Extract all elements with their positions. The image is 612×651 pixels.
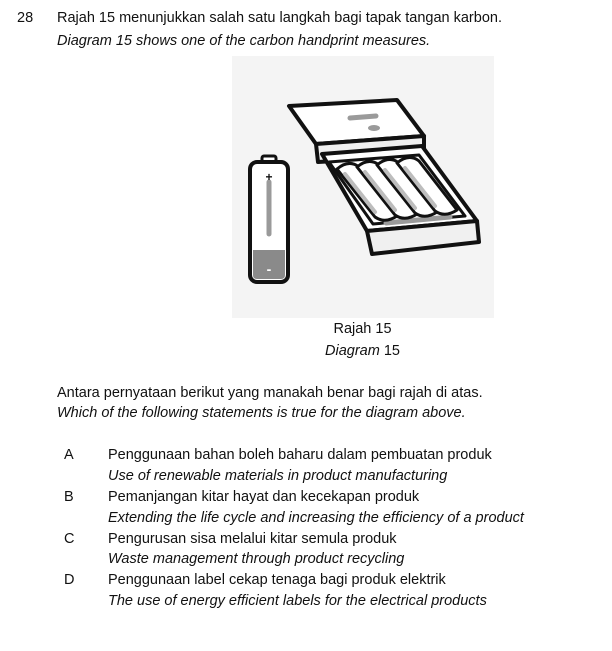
- option-d-malay: Penggunaan label cekap tenaga bagi produk elektrik: [108, 572, 446, 588]
- question-number: 28: [17, 10, 34, 26]
- figure-caption-english-word: Diagram: [325, 343, 380, 359]
- battery-charger-diagram: [232, 56, 494, 318]
- option-b-malay: Pemanjangan kitar hayat dan kecekapan produk: [108, 489, 420, 505]
- battery-plus-label: +: [265, 170, 273, 184]
- option-a-malay: Penggunaan bahan boleh baharu dalam pembuatan produk: [108, 447, 492, 463]
- option-c-english: Waste management through product recycling: [108, 551, 405, 567]
- prompt-english: Which of the following statements is true for the diagram above.: [57, 405, 466, 421]
- question-stem-english: Diagram 15 shows one of the carbon handprint measures.: [57, 33, 431, 49]
- option-c-malay: Pengurusan sisa melalui kitar semula produk: [108, 531, 397, 547]
- battery-minus-label: -: [266, 261, 272, 277]
- figure-caption-malay: Rajah 15: [333, 321, 392, 337]
- option-a-letter[interactable]: A: [64, 447, 74, 463]
- option-d-english: The use of energy efficient labels for the electrical products: [108, 593, 487, 609]
- option-c-letter[interactable]: C: [64, 531, 75, 547]
- prompt-malay: Antara pernyataan berikut yang manakah benar bagi rajah di atas.: [57, 385, 483, 401]
- option-b-english: Extending the life cycle and increasing the efficiency of a product: [108, 510, 524, 526]
- option-a-english: Use of renewable materials in product manufacturing: [108, 468, 448, 484]
- figure-caption-english: [0, 343, 612, 359]
- battery-icon: [250, 156, 288, 282]
- option-b-letter[interactable]: B: [64, 489, 74, 505]
- question-stem-malay: Rajah 15 menunjukkan salah satu langkah bagi tapak tangan karbon.: [57, 10, 502, 26]
- option-d-letter[interactable]: D: [64, 572, 75, 588]
- figure-caption-english-number: 15: [379, 343, 400, 359]
